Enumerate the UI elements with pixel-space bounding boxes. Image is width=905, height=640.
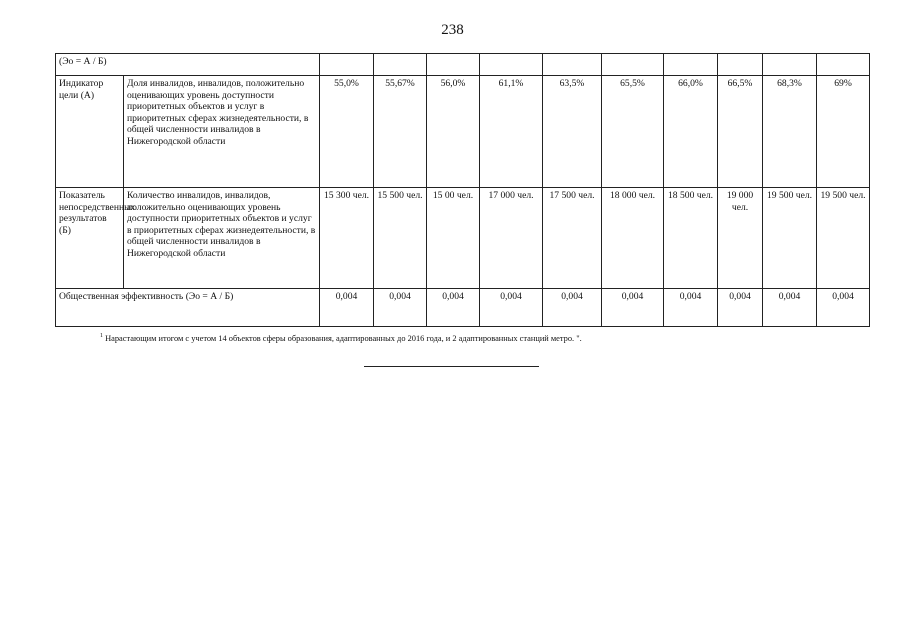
value-cell: 68,3%	[763, 76, 817, 188]
value-cell: 0,004	[320, 289, 374, 327]
value-cell: 17 500 чел.	[543, 188, 602, 289]
row-label: Показатель непосредственных результатов (Б)	[56, 188, 124, 289]
value-cell: 66,5%	[718, 76, 763, 188]
row-label: Общественная эффективность (Эо = А / Б)	[56, 289, 320, 327]
separator-line	[364, 366, 539, 367]
value-cell: 0,004	[480, 289, 543, 327]
row-description: Доля инвалидов, инвалидов, положительно оценивающих уровень доступности приоритетных объектов и услуг в приоритетных сферах жизнедеятельности, в общей численности инвалидов в Нижегородской области	[124, 76, 320, 188]
value-cell: 18 000 чел.	[602, 188, 664, 289]
value-cell: 0,004	[763, 289, 817, 327]
table-row	[56, 188, 870, 289]
value-cell: 55,67%	[374, 76, 427, 188]
value-cell: 0,004	[374, 289, 427, 327]
value-cell: 0,004	[817, 289, 870, 327]
footnote	[100, 333, 582, 343]
page-number: 238	[441, 22, 464, 38]
footnote-marker: 1	[100, 333, 103, 339]
table-row	[56, 289, 870, 327]
footnote-closing-quote: ".	[576, 333, 582, 343]
value-cell: 17 000 чел.	[480, 188, 543, 289]
row-description: Количество инвалидов, инвалидов, положительно оценивающих уровень доступности приоритетных объектов и услуг в приоритетных сферах жизнедеятельности, в общей численности инвалидов в Нижегородской области	[124, 188, 320, 289]
row-label: Индикатор цели (А)	[56, 76, 124, 188]
value-cell: 69%	[817, 76, 870, 188]
formula-cell: (Эо = А / Б)	[56, 54, 320, 76]
value-cell: 15 00 чел.	[427, 188, 480, 289]
footnote-text: Нарастающим итогом с учетом 14 объектов сферы образования, адаптированных до 2016 года, и 2 адаптированных станций метро.	[105, 333, 575, 343]
value-cell: 0,004	[427, 289, 480, 327]
table-row	[56, 76, 870, 188]
value-cell: 63,5%	[543, 76, 602, 188]
value-cell: 66,0%	[664, 76, 718, 188]
value-cell: 0,004	[664, 289, 718, 327]
value-cell: 19 000 чел.	[718, 188, 763, 289]
value-cell: 0,004	[718, 289, 763, 327]
value-cell: 61,1%	[480, 76, 543, 188]
value-cell: 15 300 чел.	[320, 188, 374, 289]
value-cell: 65,5%	[602, 76, 664, 188]
value-cell: 18 500 чел.	[664, 188, 718, 289]
value-cell: 56,0%	[427, 76, 480, 188]
indicators-table	[55, 53, 870, 327]
value-cell: 19 500 чел.	[763, 188, 817, 289]
value-cell: 15 500 чел.	[374, 188, 427, 289]
value-cell: 19 500 чел.	[817, 188, 870, 289]
value-cell: 0,004	[602, 289, 664, 327]
value-cell: 0,004	[543, 289, 602, 327]
table-row	[56, 54, 870, 76]
value-cell: 55,0%	[320, 76, 374, 188]
